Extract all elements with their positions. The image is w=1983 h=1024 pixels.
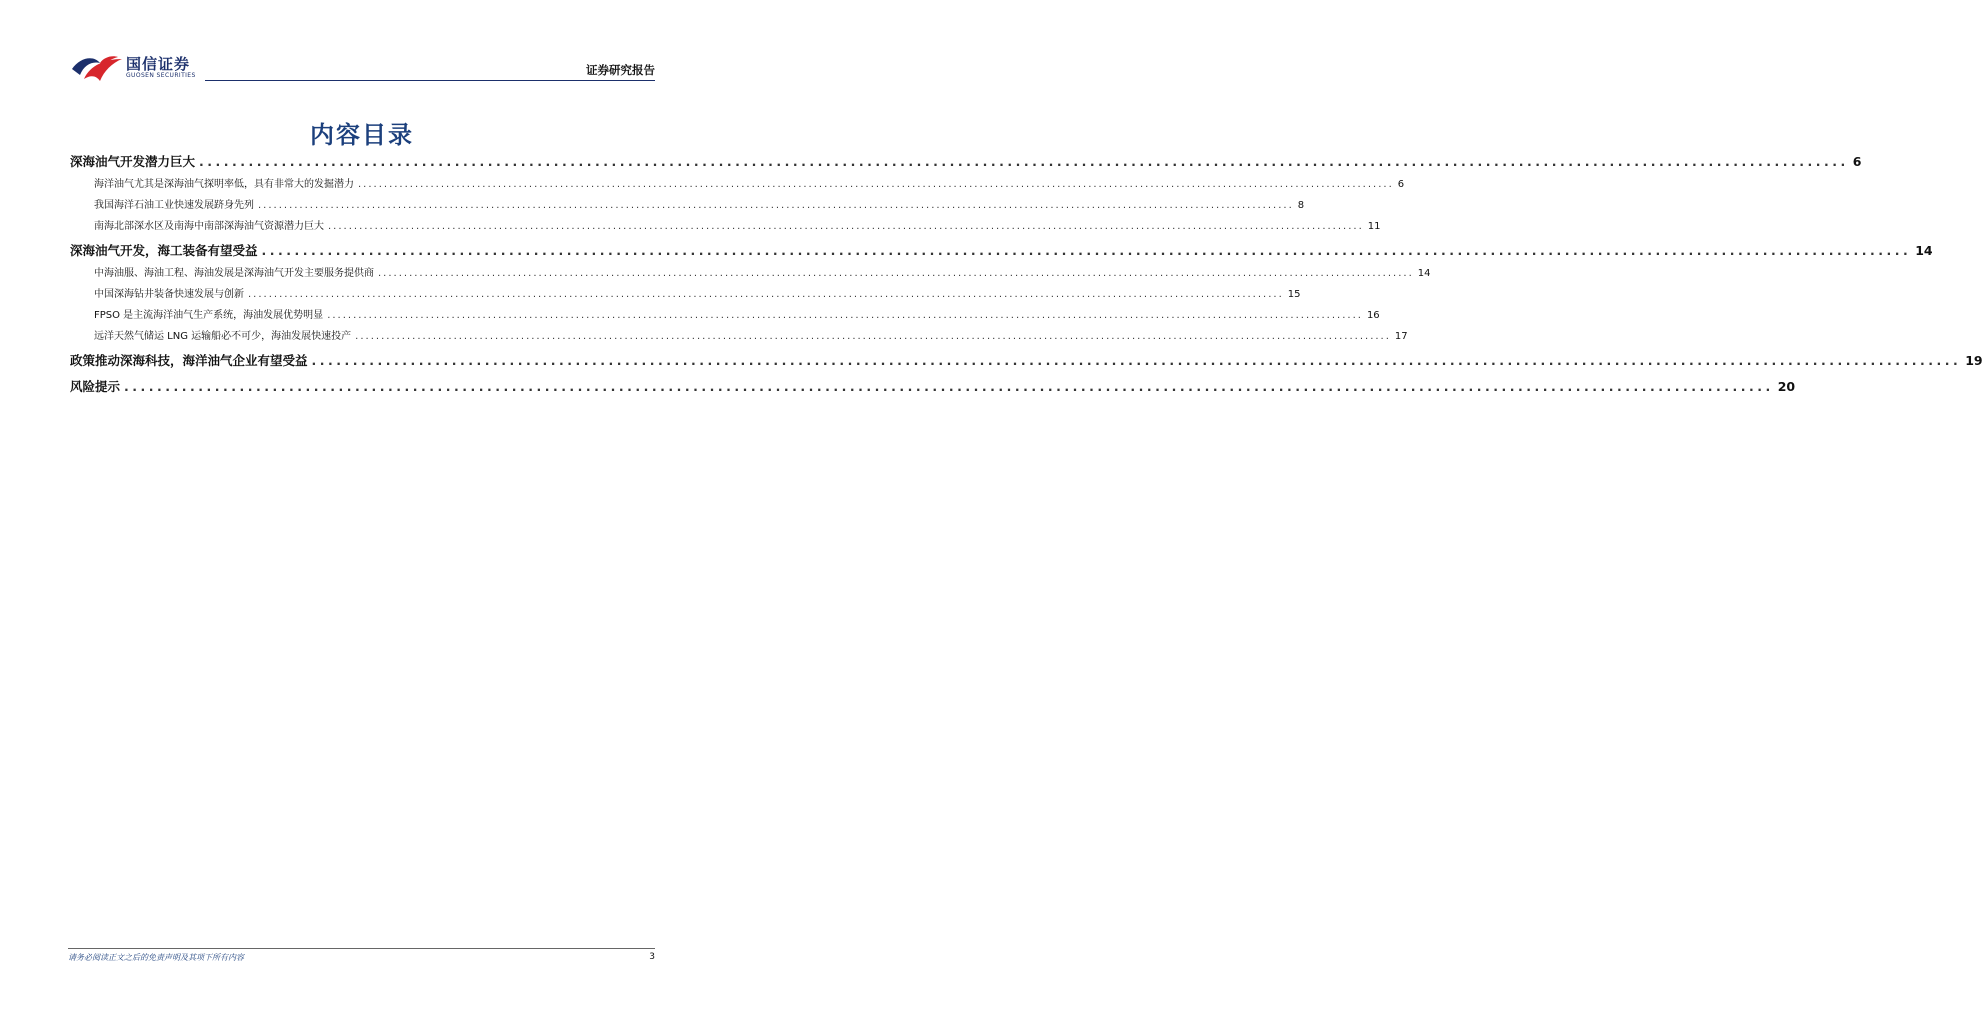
toc-subsection-entry[interactable] <box>70 195 1305 216</box>
toc-leader-dots: ........................................................................................................................................................................................................ <box>258 200 1294 211</box>
toc-leader-dots: ........................................................................................................................................................................................................ <box>199 154 1849 169</box>
disclaimer-text: 请务必阅读正文之后的免责声明及其项下所有内容 <box>68 953 244 962</box>
toc-leader-dots: ........................................................................................................................................................................................................ <box>261 243 1912 258</box>
toc-subsection-entry[interactable] <box>70 216 1381 237</box>
toc-entry-title: 我国海洋石油工业快速发展跻身先列 <box>94 200 254 211</box>
toc-entry-title: 中海油服、海油工程、海油发展是深海油气开发主要服务提供商 <box>94 268 374 279</box>
toc-entry-page: 14 <box>1417 268 1431 279</box>
toc-entry-title: 风险提示 <box>70 379 121 394</box>
guosen-logo-icon <box>70 53 124 83</box>
toc-entry-page: 15 <box>1287 289 1301 300</box>
toc-entry-title: 中国深海钻井装备快速发展与创新 <box>94 289 244 300</box>
toc-subsection-entry[interactable] <box>70 326 1408 347</box>
toc-subsection-entry[interactable] <box>70 284 1301 305</box>
toc-subsection-entry[interactable] <box>70 174 1405 195</box>
toc-leader-dots: ........................................................................................................................................................................................................ <box>124 379 1774 394</box>
toc-leader-dots: ........................................................................................................................................................................................................ <box>355 331 1391 342</box>
footer-divider <box>68 948 655 949</box>
toc-entry-page: 17 <box>1394 331 1408 342</box>
logo-text-en: GUOSEN SECURITIES <box>126 72 196 79</box>
toc-leader-dots: ........................................................................................................................................................................................................ <box>358 179 1394 190</box>
toc-section-entry[interactable] <box>70 150 1862 174</box>
toc-entry-title: FPSO 是主流海洋油气生产系统，海油发展优势明显 <box>94 310 324 321</box>
toc-entry-title: 远洋天然气储运 LNG 运输船必不可少，海油发展快速投产 <box>94 331 352 342</box>
toc-entry-page: 19 <box>1965 353 1983 368</box>
toc-leader-dots: ........................................................................................................................................................................................................ <box>378 268 1414 279</box>
toc-section-entry[interactable] <box>70 239 1933 263</box>
toc-entry-page: 6 <box>1397 179 1405 190</box>
toc-section-entry[interactable] <box>70 349 1983 373</box>
toc-entry-page: 14 <box>1915 243 1933 258</box>
toc-leader-dots: ........................................................................................................................................................................................................ <box>328 221 1364 232</box>
page-number: 3 <box>649 952 655 962</box>
table-of-contents <box>70 150 1983 399</box>
toc-title: 内容目录 <box>310 121 414 149</box>
toc-subsection-entry[interactable] <box>70 305 1380 326</box>
toc-entry-title: 海洋油气尤其是深海油气探明率低，具有非常大的发掘潜力 <box>94 179 354 190</box>
report-type-label: 证券研究报告 <box>586 63 655 77</box>
toc-entry-title: 政策推动深海科技，海洋油气企业有望受益 <box>70 353 308 368</box>
toc-entry-title: 南海北部深水区及南海中南部深海油气资源潜力巨大 <box>94 221 324 232</box>
logo-text-cn: 国信证券 <box>126 55 191 73</box>
toc-entry-page: 20 <box>1777 379 1796 394</box>
toc-entry-page: 11 <box>1367 221 1381 232</box>
toc-entry-page: 6 <box>1852 154 1862 169</box>
toc-entry-title: 深海油气开发潜力巨大 <box>70 154 196 169</box>
toc-entry-title: 深海油气开发，海工装备有望受益 <box>70 243 258 258</box>
toc-leader-dots: ........................................................................................................................................................................................................ <box>311 353 1962 368</box>
header-divider <box>205 80 655 81</box>
guosen-logo <box>68 50 208 84</box>
toc-entry-page: 16 <box>1366 310 1380 321</box>
toc-leader-dots: ........................................................................................................................................................................................................ <box>327 310 1363 321</box>
toc-leader-dots: ........................................................................................................................................................................................................ <box>248 289 1284 300</box>
page-header <box>68 50 655 84</box>
toc-section-entry[interactable] <box>70 375 1796 399</box>
toc-subsection-entry[interactable] <box>70 263 1431 284</box>
toc-entry-page: 8 <box>1297 200 1305 211</box>
